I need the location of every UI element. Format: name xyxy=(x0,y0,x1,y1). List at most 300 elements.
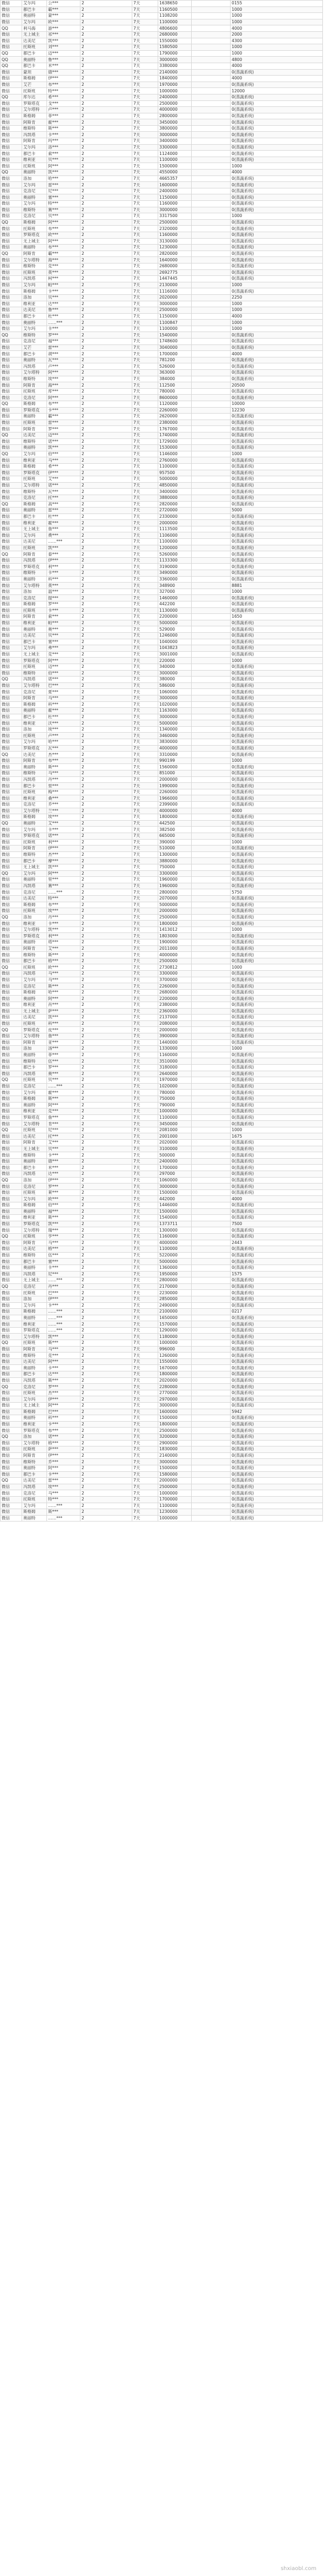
cell-id: 780000 xyxy=(158,1090,192,1096)
cell-id: 3000000 xyxy=(158,1184,192,1190)
cell-days: 7天 xyxy=(132,388,158,395)
cell-status xyxy=(192,332,231,339)
cell-server: 维斯特 xyxy=(22,1152,47,1159)
table-row xyxy=(1,1358,323,1365)
cell-status xyxy=(192,658,231,664)
cell-platform: 微信 xyxy=(1,282,22,288)
cell-extra: 0(蒸蔬系统) xyxy=(231,226,323,232)
cell-status xyxy=(192,1509,231,1516)
cell-days: 7天 xyxy=(132,1240,158,1246)
cell-name: 希*** xyxy=(47,94,80,100)
cell-status xyxy=(192,63,231,69)
cell-platform: 微信 xyxy=(1,1315,22,1321)
cell-status xyxy=(192,1096,231,1102)
cell-id: 2680000 xyxy=(158,31,192,38)
cell-status xyxy=(192,263,231,269)
cell-days: 7天 xyxy=(132,1015,158,1021)
table-row xyxy=(1,376,323,382)
cell-price: 2 xyxy=(80,1503,132,1509)
cell-price: 2 xyxy=(80,802,132,808)
table-row xyxy=(1,401,323,408)
cell-name: 马*** xyxy=(47,1240,80,1246)
cell-days: 7天 xyxy=(132,827,158,833)
cell-platform: 微信 xyxy=(1,138,22,145)
table-row xyxy=(1,25,323,32)
cell-platform: 微信 xyxy=(1,607,22,614)
cell-price: 2 xyxy=(80,682,132,689)
cell-server: 艾尔玛 xyxy=(22,451,47,457)
cell-status xyxy=(192,432,231,438)
cell-server: 奥丽特 xyxy=(22,1102,47,1108)
cell-price: 2 xyxy=(80,557,132,564)
cell-price: 2 xyxy=(80,1208,132,1215)
cell-status xyxy=(192,764,231,770)
cell-days: 7天 xyxy=(132,307,158,314)
cell-id: 442200 xyxy=(158,601,192,608)
cell-price: 2 xyxy=(80,939,132,946)
cell-days: 7天 xyxy=(132,877,158,883)
cell-extra: 1000 xyxy=(231,44,323,51)
cell-days: 7天 xyxy=(132,1133,158,1140)
cell-id: 2280000 xyxy=(158,1384,192,1390)
table-row xyxy=(1,1365,323,1371)
table-row xyxy=(1,895,323,902)
cell-id: 2820000 xyxy=(158,251,192,257)
cell-server: 都巴卡 xyxy=(22,1165,47,1171)
cell-id: 1108200 xyxy=(158,13,192,19)
cell-name: 罗*** xyxy=(47,426,80,432)
cell-id: 1300000 xyxy=(158,851,192,858)
table-row xyxy=(1,438,323,445)
cell-server: 阿斯肯 xyxy=(22,695,47,701)
cell-days: 7天 xyxy=(132,1020,158,1027)
table-row xyxy=(1,664,323,670)
cell-price: 2 xyxy=(80,945,132,952)
cell-id: 3040000 xyxy=(158,344,192,351)
table-row xyxy=(1,489,323,495)
cell-server: 艾尔塔特 xyxy=(22,107,47,113)
cell-days: 7天 xyxy=(132,864,158,870)
cell-days: 7天 xyxy=(132,57,158,63)
cell-server: 维利亚 xyxy=(22,620,47,626)
cell-extra: 0(蒸蔬系统) xyxy=(231,1327,323,1334)
cell-name: 雷*** xyxy=(47,420,80,426)
cell-price: 2 xyxy=(80,1233,132,1240)
cell-days: 7天 xyxy=(132,401,158,408)
cell-id: 1000000 xyxy=(158,1515,192,1522)
cell-id: 2900000 xyxy=(158,1440,192,1446)
cell-name: ……*** xyxy=(47,889,80,896)
cell-days: 7天 xyxy=(132,251,158,257)
cell-price: 2 xyxy=(80,288,132,295)
cell-extra: 4000 xyxy=(231,808,323,814)
cell-extra: 0(蒸蔬系统) xyxy=(231,276,323,282)
cell-extra: 0(蒸蔬系统) xyxy=(231,664,323,670)
cell-platform: 微信 xyxy=(1,1440,22,1446)
cell-platform: 微信 xyxy=(1,1290,22,1296)
cell-status xyxy=(192,182,231,188)
cell-extra: 0(蒸蔬系统) xyxy=(231,626,323,633)
cell-status xyxy=(192,996,231,1002)
cell-name: 埃*** xyxy=(47,908,80,915)
cell-platform: 微信 xyxy=(1,1189,22,1196)
cell-id: 1060000 xyxy=(158,689,192,695)
cell-extra: 2250 xyxy=(231,294,323,301)
cell-extra: 0(蒸蔬系统) xyxy=(231,601,323,608)
cell-days: 7天 xyxy=(132,714,158,720)
cell-platform: 微信 xyxy=(1,851,22,858)
cell-days: 7天 xyxy=(132,1077,158,1084)
cell-days: 7天 xyxy=(132,476,158,483)
cell-server: 奥丽特 xyxy=(22,1158,47,1165)
cell-platform: 微信 xyxy=(1,1108,22,1115)
cell-name: 伊*** xyxy=(47,1396,80,1403)
cell-days: 7天 xyxy=(132,1121,158,1127)
cell-id: 1447445 xyxy=(158,276,192,282)
cell-id: 2720000 xyxy=(158,508,192,514)
cell-platform: 微信 xyxy=(1,1121,22,1127)
table-row xyxy=(1,1496,323,1503)
cell-id: 1150000 xyxy=(158,313,192,320)
cell-name: 卡*** xyxy=(47,1365,80,1371)
cell-name: 斯*** xyxy=(47,952,80,958)
cell-status xyxy=(192,188,231,194)
cell-price: 2 xyxy=(80,651,132,658)
cell-price: 2 xyxy=(80,870,132,877)
cell-platform: 微信 xyxy=(1,257,22,263)
cell-name: 克*** xyxy=(47,651,80,658)
cell-price: 2 xyxy=(80,1090,132,1096)
cell-price: 2 xyxy=(80,363,132,370)
cell-days: 7天 xyxy=(132,288,158,295)
cell-id: 2260000 xyxy=(158,407,192,414)
cell-platform: 微信 xyxy=(1,626,22,633)
cell-name: 卡*** xyxy=(47,1152,80,1159)
cell-days: 7天 xyxy=(132,238,158,245)
cell-price: 2 xyxy=(80,25,132,32)
cell-platform: 微信 xyxy=(1,1465,22,1471)
cell-days: 7天 xyxy=(132,1265,158,1271)
cell-id: 2100000 xyxy=(158,1309,192,1315)
cell-price: 2 xyxy=(80,1177,132,1184)
cell-extra: 0(蒸蔬系统) xyxy=(231,339,323,345)
cell-extra: 0(蒸蔬系统) xyxy=(231,1509,323,1516)
cell-status xyxy=(192,1102,231,1108)
cell-id: 1160000 xyxy=(158,1233,192,1240)
cell-name: 肯*** xyxy=(47,1121,80,1127)
cell-days: 7天 xyxy=(132,1171,158,1178)
cell-platform: 微信 xyxy=(1,708,22,714)
cell-extra: 0(蒸蔬系统) xyxy=(231,1346,323,1353)
cell-price: 2 xyxy=(80,339,132,345)
cell-days: 7天 xyxy=(132,245,158,251)
table-row xyxy=(1,645,323,652)
cell-server: 克洛尼 xyxy=(22,339,47,345)
cell-days: 7天 xyxy=(132,1165,158,1171)
cell-id: 4665357 xyxy=(158,175,192,182)
cell-extra: 0(蒸蔬系统) xyxy=(231,1365,323,1371)
cell-name: ……*** xyxy=(47,539,80,545)
cell-platform: 微信 xyxy=(1,745,22,752)
cell-name: 哈*** xyxy=(47,739,80,746)
cell-price: 2 xyxy=(80,1,132,7)
cell-extra: 0(蒸蔬系统) xyxy=(231,595,323,601)
cell-name: 伍*** xyxy=(47,1058,80,1065)
cell-name: ……*** xyxy=(47,320,80,326)
table-row xyxy=(1,770,323,777)
cell-id: 1830000 xyxy=(158,1446,192,1453)
cell-days: 7天 xyxy=(132,532,158,539)
cell-id: 3830000 xyxy=(158,739,192,746)
cell-price: 2 xyxy=(80,470,132,476)
cell-status xyxy=(192,426,231,432)
cell-status xyxy=(192,695,231,701)
cell-days: 7天 xyxy=(132,1365,158,1371)
cell-status xyxy=(192,1384,231,1390)
cell-extra: 1000 xyxy=(231,758,323,764)
cell-status xyxy=(192,1415,231,1422)
cell-status xyxy=(192,733,231,739)
cell-name: ……*** xyxy=(47,1503,80,1509)
cell-server: 艾尔塔特 xyxy=(22,1440,47,1446)
cell-days: 7天 xyxy=(132,376,158,382)
cell-platform: 微信 xyxy=(1,1496,22,1503)
cell-days: 7天 xyxy=(132,1290,158,1296)
cell-server: 艾尔塔特 xyxy=(22,808,47,814)
cell-server: 克洛尼 xyxy=(22,495,47,501)
cell-id: 1790000 xyxy=(158,50,192,57)
cell-name: 伊*** xyxy=(47,1296,80,1302)
cell-platform: 微信 xyxy=(1,1146,22,1152)
cell-id: 510000 xyxy=(158,846,192,852)
cell-price: 2 xyxy=(80,226,132,232)
table-row xyxy=(1,620,323,626)
cell-platform: 微信 xyxy=(1,201,22,207)
table-row xyxy=(1,1246,323,1253)
cell-status xyxy=(192,889,231,896)
cell-price: 2 xyxy=(80,163,132,170)
cell-price: 2 xyxy=(80,426,132,432)
cell-platform: 微信 xyxy=(1,1396,22,1403)
cell-extra: 0(蒸蔬系统) xyxy=(231,188,323,194)
cell-price: 2 xyxy=(80,532,132,539)
cell-id: 3000000 xyxy=(158,1403,192,1409)
cell-price: 2 xyxy=(80,708,132,714)
cell-name: 迈*** xyxy=(47,664,80,670)
cell-name: 丹*** xyxy=(47,776,80,783)
table-row xyxy=(1,1177,323,1184)
table-row xyxy=(1,802,323,808)
cell-days: 7天 xyxy=(132,1309,158,1315)
cell-status xyxy=(192,1077,231,1084)
cell-price: 2 xyxy=(80,6,132,13)
cell-server: 奥丽特 xyxy=(22,414,47,420)
cell-extra: 0(蒸蔬系统) xyxy=(231,1227,323,1234)
cell-days: 7天 xyxy=(132,695,158,701)
cell-server: 托斯班 xyxy=(22,1233,47,1240)
cell-platform: 微信 xyxy=(1,113,22,119)
cell-server: 都巴卡 xyxy=(22,858,47,864)
cell-status xyxy=(192,1490,231,1497)
cell-extra: 0217 xyxy=(231,1309,323,1315)
cell-days: 7天 xyxy=(132,44,158,51)
cell-server: 托斯班 xyxy=(22,1127,47,1133)
cell-extra: 0(蒸蔬系统) xyxy=(231,201,323,207)
cell-server: 奥丽特 xyxy=(22,1465,47,1471)
cell-days: 7天 xyxy=(132,726,158,733)
cell-status xyxy=(192,13,231,19)
cell-extra: 1650 xyxy=(231,614,323,620)
cell-status xyxy=(192,877,231,883)
cell-id: 790000 xyxy=(158,1102,192,1108)
cell-status xyxy=(192,776,231,783)
cell-price: 2 xyxy=(80,1259,132,1265)
cell-name: 卡*** xyxy=(47,570,80,577)
cell-price: 2 xyxy=(80,194,132,201)
cell-extra: 0(蒸蔬系统) xyxy=(231,1083,323,1090)
cell-server: 奥丽特 xyxy=(22,576,47,583)
cell-server: 无上城主 xyxy=(22,1008,47,1015)
cell-id: 1540000 xyxy=(158,1215,192,1221)
cell-price: 2 xyxy=(80,119,132,126)
cell-platform: 微信 xyxy=(1,614,22,620)
cell-status xyxy=(192,701,231,708)
cell-name: 卢*** xyxy=(47,107,80,113)
cell-days: 7天 xyxy=(132,82,158,88)
table-row xyxy=(1,814,323,821)
cell-id: 1180000 xyxy=(158,1334,192,1340)
cell-status xyxy=(192,1108,231,1115)
cell-status xyxy=(192,939,231,946)
cell-days: 7天 xyxy=(132,1202,158,1209)
cell-id: 2260000 xyxy=(158,983,192,990)
cell-server: 斯格姆 xyxy=(22,288,47,295)
cell-platform: 微信 xyxy=(1,557,22,564)
cell-name: 沃*** xyxy=(47,720,80,727)
cell-price: 2 xyxy=(80,1484,132,1490)
cell-server: 无上城主 xyxy=(22,526,47,532)
table-row xyxy=(1,776,323,783)
cell-price: 2 xyxy=(80,1334,132,1340)
cell-price: 2 xyxy=(80,1478,132,1484)
cell-status xyxy=(192,651,231,658)
cell-platform: QQ xyxy=(1,914,22,921)
table-row xyxy=(1,382,323,389)
cell-extra: 1000 xyxy=(231,6,323,13)
cell-id: 1500000 xyxy=(158,1189,192,1196)
cell-platform: 微信 xyxy=(1,1015,22,1021)
cell-status xyxy=(192,1165,231,1171)
cell-server: 维利亚 xyxy=(22,1321,47,1328)
cell-platform: 微信 xyxy=(1,313,22,320)
cell-server: 维斯特 xyxy=(22,1353,47,1359)
cell-server: 奥丽特 xyxy=(22,508,47,514)
cell-id: 1100000 xyxy=(158,1503,192,1509)
table-row xyxy=(1,1515,323,1522)
cell-server: 斯格姆 xyxy=(22,1509,47,1516)
cell-server: 艾尔玛 xyxy=(22,870,47,877)
cell-status xyxy=(192,1052,231,1058)
cell-extra: 2443 xyxy=(231,1240,323,1246)
cell-extra: 0(蒸蔬系统) xyxy=(231,457,323,464)
cell-days: 7天 xyxy=(132,269,158,276)
cell-id: 4000000 xyxy=(158,808,192,814)
cell-server: 艾尔玛 xyxy=(22,1302,47,1309)
table-row xyxy=(1,269,323,276)
cell-id: 1100000 xyxy=(158,157,192,163)
cell-price: 2 xyxy=(80,1321,132,1328)
cell-name: 摩*** xyxy=(47,858,80,864)
cell-id: 3800000 xyxy=(158,125,192,132)
cell-days: 7天 xyxy=(132,1189,158,1196)
cell-platform: QQ xyxy=(1,1478,22,1484)
cell-days: 7天 xyxy=(132,1490,158,1497)
cell-price: 2 xyxy=(80,921,132,927)
cell-days: 7天 xyxy=(132,326,158,332)
cell-id: 2680000 xyxy=(158,989,192,996)
cell-platform: 微信 xyxy=(1,482,22,489)
cell-id: 1043823 xyxy=(158,645,192,652)
cell-extra: 0(蒸蔬系统) xyxy=(231,151,323,157)
cell-extra: 0(蒸蔬系统) xyxy=(231,100,323,107)
cell-id: 5000000 xyxy=(158,620,192,626)
cell-days: 7天 xyxy=(132,1509,158,1516)
cell-server: 艾尔玛 xyxy=(22,19,47,25)
cell-platform: 微信 xyxy=(1,651,22,658)
cell-platform: 微信 xyxy=(1,370,22,376)
cell-name: 埃*** xyxy=(47,726,80,733)
cell-days: 7天 xyxy=(132,1008,158,1015)
cell-price: 2 xyxy=(80,1353,132,1359)
cell-name: 凯*** xyxy=(47,864,80,870)
cell-name: 鲁*** xyxy=(47,307,80,314)
cell-status xyxy=(192,532,231,539)
cell-status xyxy=(192,952,231,958)
cell-extra: 0(蒸蔬系统) xyxy=(231,82,323,88)
cell-platform: 微信 xyxy=(1,639,22,645)
cell-name: 阿*** xyxy=(47,370,80,376)
cell-platform: 微信 xyxy=(1,376,22,382)
cell-price: 2 xyxy=(80,170,132,176)
cell-days: 7天 xyxy=(132,745,158,752)
table-row xyxy=(1,977,323,983)
cell-platform: 微信 xyxy=(1,945,22,952)
cell-extra: 0(蒸蔬系统) xyxy=(231,426,323,432)
cell-name: 伍*** xyxy=(47,1252,80,1259)
cell-status xyxy=(192,1046,231,1052)
cell-name: 卡*** xyxy=(47,921,80,927)
cell-days: 7天 xyxy=(132,420,158,426)
cell-days: 7天 xyxy=(132,513,158,520)
cell-id: 1840000 xyxy=(158,76,192,82)
cell-status xyxy=(192,513,231,520)
table-row xyxy=(1,1271,323,1277)
table-row xyxy=(1,88,323,94)
cell-price: 2 xyxy=(80,113,132,119)
cell-days: 7天 xyxy=(132,927,158,933)
cell-days: 7天 xyxy=(132,808,158,814)
cell-platform: 微信 xyxy=(1,1227,22,1234)
cell-name: 祁*** xyxy=(47,31,80,38)
table-row xyxy=(1,1064,323,1071)
cell-server: 无上城主 xyxy=(22,651,47,658)
cell-extra: 4800 xyxy=(231,57,323,63)
table-row xyxy=(1,1171,323,1178)
cell-server: 托斯班 xyxy=(22,789,47,795)
cell-server: 艾尔玛 xyxy=(22,532,47,539)
cell-extra: 0(蒸蔬系统) xyxy=(231,752,323,758)
cell-name: 胡*** xyxy=(47,351,80,357)
